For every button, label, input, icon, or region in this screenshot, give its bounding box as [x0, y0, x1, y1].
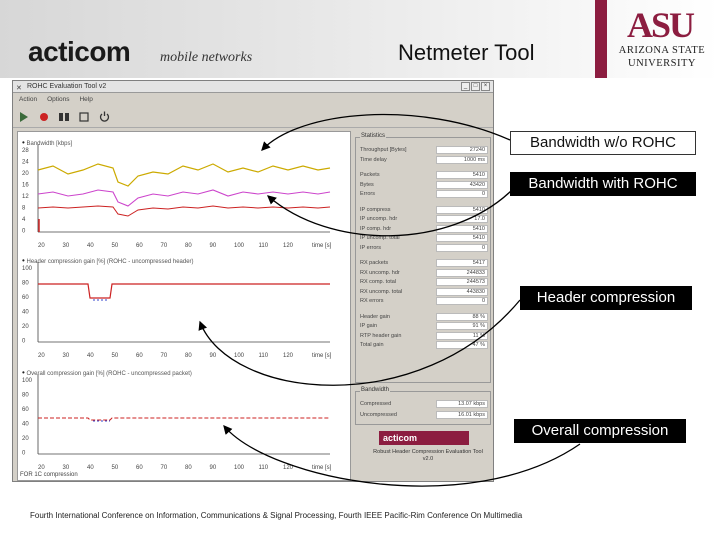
stat-value: 5417 [436, 259, 488, 267]
window-titlebar[interactable] [13, 81, 493, 93]
asu-name [612, 44, 712, 70]
callout-header-compression: Header compression [520, 286, 692, 310]
power-icon [99, 111, 110, 122]
plot-overall-y-tick: 0 [22, 450, 26, 457]
maximize-button[interactable]: □ [471, 82, 480, 91]
plot-bandwidth-x-tick: 110 [258, 243, 269, 249]
stat-value: 0 [436, 297, 488, 305]
plot-header-x-tick: 110 [258, 353, 269, 359]
stat-label: IP uncomp. total [360, 235, 400, 241]
plot-bandwidth-y-tick: 16 [22, 182, 29, 189]
plot-overall-y-tick: 40 [22, 421, 29, 428]
plot-overall-x-tick: 30 [62, 465, 70, 471]
acticom-mini-caption: Robust Header Compression Evaluation Tool v2.0 [373, 449, 483, 462]
asu-logo: ASU [627, 5, 694, 45]
play-icon [19, 112, 29, 122]
stat-value: 17.0 [436, 215, 488, 223]
plot-bandwidth-title: • Bandwidth [kbps] [22, 138, 73, 147]
stat-row [360, 206, 488, 214]
plot-overall-x-tick: 90 [209, 465, 217, 471]
stat-row [360, 278, 488, 286]
statistics-group [355, 133, 491, 383]
plot-header-y-tick: 60 [22, 295, 29, 301]
stat-label: Bytes [360, 181, 374, 188]
plot-header-compression [18, 262, 352, 372]
power-button[interactable] [97, 110, 111, 124]
asu-name-line1: ARIZONA STATE [618, 45, 706, 56]
plot-overall-y-tick: 100 [22, 378, 33, 384]
plot-bandwidth-y-tick: 12 [22, 194, 29, 200]
stat-row [360, 259, 488, 267]
stat-row [360, 181, 488, 189]
plot-bandwidth-x-tick: 90 [209, 243, 217, 249]
stat-row [360, 313, 488, 321]
stat-label: IP uncomp. hdr [360, 216, 398, 222]
bandwidth-stat-value: 16.01 kbps [436, 411, 488, 419]
stat-value: 0 [436, 190, 488, 198]
stat-row [360, 234, 488, 242]
acticom-logo: acticom [28, 36, 131, 67]
plot-header-x-tick: 100 [234, 353, 245, 359]
stat-row [360, 297, 488, 305]
menu-action[interactable]: Action [19, 96, 38, 103]
plot-bandwidth-x-tick: 60 [136, 243, 143, 249]
stat-value: 91 % [436, 322, 488, 330]
stat-row [360, 225, 488, 233]
statistics-panel [353, 131, 493, 481]
menu-options[interactable]: Options [47, 96, 70, 103]
plot-header-x-tick: 50 [111, 353, 119, 359]
plot-header-x-tick: 120 [283, 353, 294, 359]
stat-value: 88 % [436, 313, 488, 321]
plot-overall-x-tick: 40 [87, 465, 94, 471]
rohc-tool-window [12, 80, 494, 482]
stat-label: Total gain [360, 342, 384, 348]
stat-value: 5410 [436, 206, 488, 214]
stat-value: 244573 [436, 278, 488, 286]
stat-row [360, 156, 488, 164]
callout-bandwidth-without-rohc: Bandwidth w/o ROHC [510, 131, 696, 155]
plot-header-x-tick: 60 [136, 353, 143, 359]
plot-bandwidth-x-tick: 20 [38, 243, 45, 249]
plot-overall-title: • Overall compression gain [%] (ROHC - uncompressed packet) [22, 368, 192, 377]
plot-header-x-tick: 80 [185, 353, 192, 359]
stat-label: IP errors [360, 244, 381, 251]
plot-header-x-tick: 70 [160, 353, 168, 359]
plot-overall-y-tick: 80 [22, 392, 29, 399]
window-footer-label: FOR 1C compression [20, 472, 78, 478]
callout-overall-compression: Overall compression [514, 419, 686, 443]
stat-value: 5410 [436, 171, 488, 179]
acticom-mini-logo: acticom [379, 431, 469, 445]
stat-label: RTP header gain [360, 332, 402, 339]
stat-row [360, 288, 488, 296]
plot-header-y-tick: 40 [22, 309, 29, 316]
statistics-group-title: Statistics [361, 133, 386, 139]
stat-row [360, 146, 488, 154]
plot-bandwidth [18, 144, 352, 254]
series-header-gain-red [38, 284, 330, 298]
play-button[interactable] [17, 110, 31, 124]
stat-value: 11 % [436, 332, 488, 340]
stat-label: Throughput [Bytes] [360, 147, 407, 153]
stat-value: 1000 ms [436, 156, 488, 164]
header-accent-bar [595, 0, 607, 78]
bandwidth-group [355, 387, 491, 425]
stat-value: 47 % [436, 341, 488, 349]
series-bandwidth-red [38, 206, 330, 216]
stat-label: IP compress [360, 206, 391, 213]
plot-header-x-tick: 20 [38, 353, 45, 359]
stat-value: 5410 [436, 234, 488, 242]
plot-overall-x-tick: 100 [234, 465, 245, 471]
plot-overall-x-unit: time [s] [312, 465, 332, 471]
plot-bandwidth-x-tick: 70 [160, 243, 168, 249]
window-title: ROHC Evaluation Tool v2 [27, 83, 107, 90]
plot-bandwidth-x-tick: 100 [234, 243, 245, 249]
plot-overall-title-text: Overall compression gain [%] (ROHC - uncompressed packet) [26, 371, 192, 377]
stat-value: 27240 [436, 146, 488, 154]
plot-overall-x-tick: 20 [38, 465, 45, 471]
stat-label: IP comp. hdr [360, 225, 392, 232]
plot-header-y-tick: 100 [22, 266, 33, 272]
plot-overall-x-tick: 50 [111, 465, 119, 471]
series-bandwidth-without-rohc [38, 164, 330, 186]
plot-header-x-tick: 40 [87, 353, 94, 359]
stat-label: Packets [360, 172, 380, 178]
record-icon [40, 113, 48, 121]
stat-label: IP gain [360, 323, 378, 329]
stop-button[interactable] [77, 110, 91, 124]
conference-footer: Fourth International Conference on Information, Communications & Signal Processing, Fourth IEEE Pacific-Rim Conference On Multimedia [30, 511, 523, 520]
stop-icon [79, 112, 89, 122]
plot-bandwidth-y-tick: 0 [22, 228, 26, 235]
bandwidth-stat-row [360, 400, 488, 408]
stat-row [360, 341, 488, 349]
plot-bandwidth-title-text: Bandwidth [kbps] [26, 141, 73, 147]
bandwidth-stat-row [360, 411, 488, 419]
plot-bandwidth-x-tick: 80 [185, 243, 192, 249]
bandwidth-stat-value: 13.07 kbps [436, 400, 488, 408]
plot-bandwidth-y-tick: 4 [22, 217, 26, 223]
stat-row [360, 269, 488, 277]
toolbar [13, 106, 493, 128]
plot-header-y-tick: 20 [22, 324, 29, 330]
close-button[interactable]: × [481, 82, 490, 91]
stat-row [360, 215, 488, 223]
stat-row [360, 171, 488, 179]
window-controls [461, 82, 490, 91]
stat-label: Header gain [360, 313, 390, 320]
plot-area [17, 131, 351, 481]
series-overall-gain-red [38, 418, 330, 420]
plot-overall-x-tick: 80 [185, 465, 192, 471]
plot-bandwidth-x-tick: 30 [62, 243, 70, 249]
plot-bandwidth-x-tick: 120 [283, 243, 294, 249]
bandwidth-stat-label: Compressed [360, 401, 392, 407]
plot-overall-compression [18, 374, 352, 474]
stat-row [360, 322, 488, 330]
stat-row [360, 332, 488, 340]
callout-bandwidth-with-rohc: Bandwidth with ROHC [510, 172, 696, 196]
pause-icon [58, 112, 70, 122]
stat-value: 43420 [436, 181, 488, 189]
plot-header-x-tick: 30 [62, 353, 70, 359]
stat-label: RX uncomp. total [360, 288, 403, 295]
minimize-button[interactable]: _ [461, 82, 470, 91]
stat-value: 443830 [436, 288, 488, 296]
record-button[interactable] [37, 110, 51, 124]
bandwidth-stat-label: Uncompressed [360, 412, 397, 418]
stat-value: 5410 [436, 225, 488, 233]
app-icon: ✕ [16, 85, 22, 92]
stat-row [360, 190, 488, 198]
stat-label: Errors [360, 191, 375, 197]
plot-bandwidth-y-tick: 24 [22, 159, 29, 166]
stat-label: Time delay [360, 156, 387, 163]
plot-header-y-tick: 0 [22, 338, 26, 345]
plot-bandwidth-y-tick: 20 [22, 171, 29, 177]
plot-bandwidth-x-tick: 50 [111, 243, 119, 249]
menubar [13, 94, 493, 105]
plot-bandwidth-x-tick: 40 [87, 243, 94, 249]
plot-header-x-tick: 90 [209, 353, 217, 359]
plot-overall-y-tick: 60 [22, 407, 29, 413]
plot-header-title: • Header compression gain [%] (ROHC - uncompressed header) [22, 256, 194, 265]
acticom-logo-subtitle: mobile networks [160, 50, 253, 65]
plot-header-title-text: Header compression gain [%] (ROHC - uncompressed header) [26, 259, 194, 265]
stat-label: RX errors [360, 298, 384, 304]
menu-help[interactable]: Help [79, 96, 93, 103]
stat-label: RX comp. total [360, 279, 397, 285]
stat-label: RX packets [360, 260, 389, 266]
plot-overall-x-tick: 110 [258, 465, 269, 471]
stat-row [360, 244, 488, 252]
pause-button[interactable] [57, 110, 71, 124]
plot-header-y-tick: 80 [22, 280, 29, 287]
bandwidth-group-title: Bandwidth [361, 387, 390, 393]
plot-overall-y-tick: 20 [22, 436, 29, 442]
plot-overall-x-tick: 60 [136, 465, 143, 471]
plot-bandwidth-x-unit: time [s] [312, 243, 332, 249]
stat-value: 0 [436, 244, 488, 252]
stat-value: 244833 [436, 269, 488, 277]
plot-bandwidth-y-tick: 8 [22, 205, 26, 212]
stat-label: RX uncomp. hdr [360, 269, 400, 276]
plot-overall-x-tick: 120 [283, 465, 294, 471]
series-bandwidth-with-rohc [38, 190, 330, 206]
asu-name-line2: UNIVERSITY [628, 58, 696, 69]
plot-overall-x-tick: 70 [160, 465, 168, 471]
plot-bandwidth-y-tick: 28 [22, 148, 29, 154]
plot-header-x-unit: time [s] [312, 353, 332, 359]
slide-title: Netmeter Tool [398, 40, 535, 65]
